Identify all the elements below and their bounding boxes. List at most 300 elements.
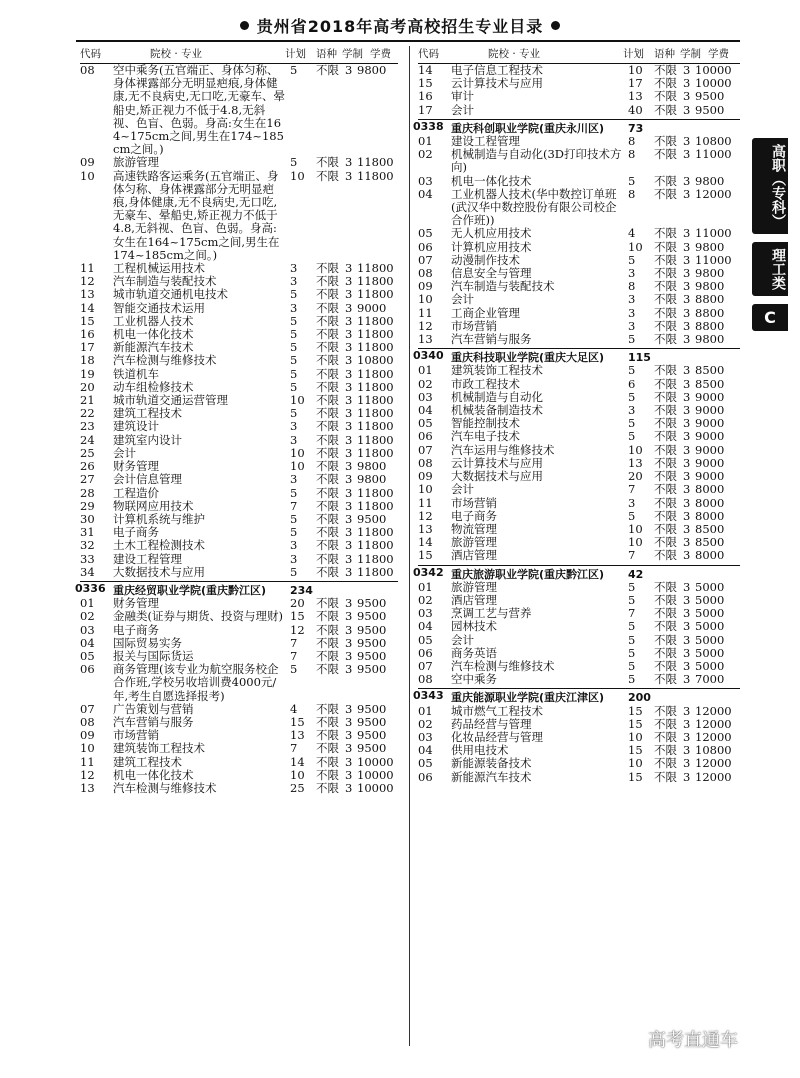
cell-years: 3 (345, 313, 353, 328)
cell-years: 3 (345, 300, 353, 315)
cell-lang: 不限 (654, 579, 677, 594)
cell-lang: 不限 (654, 521, 677, 536)
cell-plan: 10 (628, 442, 643, 457)
cell-years: 3 (345, 432, 353, 447)
cell-name: 烹调工艺与营养 (451, 606, 532, 621)
cell-years: 3 (345, 155, 353, 170)
cell-fee: 9000 (695, 403, 725, 418)
cell-name: 重庆科技职业学院(重庆大足区) (451, 351, 605, 365)
cell-name: 城市燃气工程技术 (451, 703, 543, 718)
cell-code: 05 (418, 756, 433, 771)
cell-lang: 不限 (654, 619, 677, 634)
major-row (80, 420, 398, 433)
cell-code: 20 (80, 379, 95, 394)
cell-name: 工程机械运用技术 (113, 261, 205, 276)
cell-fee: 11000 (695, 226, 732, 241)
major-row (80, 624, 398, 637)
cell-code: 09 (418, 469, 433, 484)
cell-code: 10 (80, 741, 95, 756)
cell-years: 3 (345, 261, 353, 276)
cell-name: 空中乘务 (451, 672, 497, 687)
school-row (413, 119, 740, 135)
cell-code: 31 (80, 525, 95, 540)
cell-code: 30 (80, 511, 95, 526)
cell-name: 审计 (451, 89, 474, 104)
table-body (75, 63, 398, 795)
cell-plan: 3 (290, 261, 298, 276)
cell-code: 10 (418, 482, 433, 497)
cell-name: 计算机系统与维护 (113, 511, 205, 526)
cell-code: 06 (418, 429, 433, 444)
cell-years: 3 (345, 406, 353, 421)
major-row (418, 148, 740, 174)
cell-plan: 5 (290, 327, 298, 342)
cell-lang: 不限 (316, 445, 339, 460)
cell-fee: 8500 (695, 363, 725, 378)
cell-lang: 不限 (316, 353, 339, 368)
cell-name: 建筑设计 (113, 419, 159, 434)
cell-code: 08 (80, 63, 95, 77)
cell-lang: 不限 (316, 609, 339, 624)
cell-years: 3 (683, 102, 691, 117)
cell-years: 3 (345, 274, 353, 289)
cell-plan: 15 (628, 716, 643, 731)
header-lang: 语种 (654, 48, 675, 60)
cell-lang: 不限 (316, 472, 339, 487)
major-row (418, 757, 740, 770)
cell-fee: 8000 (695, 548, 725, 563)
school-row (413, 565, 740, 581)
cell-code: 06 (80, 662, 95, 677)
major-row (418, 241, 740, 254)
cell-fee: 10000 (357, 754, 394, 769)
cell-fee: 11800 (357, 379, 394, 394)
cell-plan: 13 (628, 89, 643, 104)
cell-plan: 10 (290, 393, 305, 408)
major-row (418, 705, 740, 718)
cell-code: 22 (80, 406, 95, 421)
cell-lang: 不限 (316, 432, 339, 447)
cell-name: 大数据技术与应用 (113, 564, 205, 579)
cell-name: 城市轨道交通机电技术 (113, 287, 228, 302)
cell-lang: 不限 (316, 662, 339, 677)
major-row (80, 637, 398, 650)
cell-code: 03 (418, 606, 433, 621)
cell-plan: 5 (628, 579, 636, 594)
cell-plan: 6 (628, 376, 636, 391)
cell-years: 3 (683, 535, 691, 550)
cell-lang: 不限 (316, 635, 339, 650)
cell-name: 智能交通技术运用 (113, 300, 205, 315)
cell-fee: 9800 (695, 266, 725, 281)
cell-name: 建设工程管理 (113, 551, 182, 566)
major-row (418, 333, 740, 346)
cell-plan: 5 (290, 485, 298, 500)
cell-fee: 9000 (695, 469, 725, 484)
cell-years: 3 (345, 648, 353, 663)
cell-name: 物联网应用技术 (113, 498, 194, 513)
header-name: 院校 · 专业 (150, 48, 203, 60)
cell-code: 09 (80, 155, 95, 170)
cell-name: 汽车检测与维修技术 (113, 780, 217, 795)
cell-lang: 不限 (654, 173, 677, 188)
cell-lang: 不限 (316, 754, 339, 769)
cell-fee: 9800 (357, 63, 387, 77)
cell-plan: 3 (290, 538, 298, 553)
cell-name: 铁道机车 (113, 366, 159, 381)
cell-lang: 不限 (316, 406, 339, 421)
major-row (418, 104, 740, 117)
cell-name: 工商企业管理 (451, 305, 520, 320)
cell-lang: 不限 (316, 485, 339, 500)
cell-name: 会计信息管理 (113, 472, 182, 487)
cell-years: 3 (683, 442, 691, 457)
cell-name: 机电一体化技术 (113, 767, 194, 782)
cell-lang: 不限 (316, 168, 339, 183)
header-lang: 语种 (316, 48, 337, 60)
cell-code: 16 (80, 327, 95, 342)
cell-code: 01 (418, 579, 433, 594)
cell-years: 3 (345, 327, 353, 342)
cell-name: 市场营销 (451, 495, 497, 510)
cell-code: 13 (418, 332, 433, 347)
cell-years: 3 (683, 729, 691, 744)
cell-fee: 5000 (695, 579, 725, 594)
cell-plan: 8 (628, 147, 636, 162)
watermark: 高考直通车 (648, 1030, 738, 1051)
cell-plan: 4 (628, 226, 636, 241)
left-column (75, 46, 398, 1046)
cell-lang: 不限 (316, 379, 339, 394)
cell-lang: 不限 (316, 714, 339, 729)
cell-lang: 不限 (654, 632, 677, 647)
cell-lang: 不限 (654, 279, 677, 294)
cell-fee: 11800 (357, 538, 394, 553)
cell-code: 34 (80, 564, 95, 579)
cell-code: 08 (80, 714, 95, 729)
cell-name: 供用电技术 (451, 743, 509, 758)
cell-lang: 不限 (654, 756, 677, 771)
cell-fee: 11000 (695, 252, 732, 267)
major-row (80, 473, 398, 486)
cell-code: 06 (418, 645, 433, 660)
cell-name: 新能源汽车技术 (451, 769, 532, 784)
major-row (418, 293, 740, 306)
cell-name: 新能源装备技术 (451, 756, 532, 771)
cell-lang: 不限 (654, 416, 677, 431)
cell-years: 3 (683, 363, 691, 378)
cell-name: 汽车制造与装配技术 (113, 274, 217, 289)
cell-code: 01 (418, 134, 433, 149)
cell-code: 07 (418, 442, 433, 457)
cell-name: 药品经营与管理 (451, 716, 532, 731)
major-row (418, 497, 740, 510)
cell-fee: 11800 (357, 393, 394, 408)
cell-lang: 不限 (654, 743, 677, 758)
cell-plan: 7 (290, 635, 298, 650)
cell-name: 化妆品经营与管理 (451, 729, 543, 744)
right-column (413, 46, 740, 1046)
cell-years: 3 (345, 353, 353, 368)
cell-lang: 不限 (654, 442, 677, 457)
cell-plan: 15 (290, 714, 305, 729)
cell-name: 重庆科创职业学院(重庆永川区) (451, 121, 605, 135)
cell-code: 18 (80, 353, 95, 368)
cell-fee: 9500 (357, 662, 387, 677)
cell-plan: 5 (628, 592, 636, 607)
cell-code: 07 (80, 701, 95, 716)
cell-fee: 12000 (695, 756, 732, 771)
cell-fee: 8500 (695, 535, 725, 550)
cell-years: 3 (345, 780, 353, 795)
cell-name: 云计算技术与应用 (451, 455, 543, 470)
cell-plan: 8 (628, 186, 636, 201)
major-row (418, 188, 740, 228)
cell-years: 3 (345, 525, 353, 540)
cell-plan: 7 (628, 548, 636, 563)
major-row (80, 288, 398, 301)
cell-plan: 3 (628, 266, 636, 281)
cell-plan: 3 (628, 305, 636, 320)
cell-name: 智能控制技术 (451, 416, 520, 431)
cell-years: 3 (683, 89, 691, 104)
cell-years: 3 (683, 266, 691, 281)
cell-fee: 10000 (357, 767, 394, 782)
cell-plan: 5 (290, 340, 298, 355)
cell-code: 09 (418, 279, 433, 294)
cell-code: 29 (80, 498, 95, 513)
cell-lang: 不限 (316, 741, 339, 756)
cell-code: 03 (418, 389, 433, 404)
cell-fee: 9500 (695, 102, 725, 117)
cell-name: 土木工程检测技术 (113, 538, 205, 553)
cell-code: 07 (418, 252, 433, 267)
header-plan: 计划 (285, 48, 306, 60)
cell-code: 02 (418, 716, 433, 731)
cell-years: 3 (345, 622, 353, 637)
cell-name: 市政工程技术 (451, 376, 520, 391)
cell-code: 04 (418, 619, 433, 634)
cell-name: 旅游管理 (451, 535, 497, 550)
cell-years: 3 (683, 279, 691, 294)
cell-lang: 不限 (316, 498, 339, 513)
cell-plan: 3 (290, 300, 298, 315)
major-row (80, 487, 398, 500)
cell-years: 3 (345, 662, 353, 677)
cell-code: 02 (418, 592, 433, 607)
cell-code: 17 (418, 102, 433, 117)
cell-lang: 不限 (654, 226, 677, 241)
cell-lang: 不限 (654, 455, 677, 470)
cell-name: 重庆旅游职业学院(重庆黔江区) (451, 567, 605, 581)
cell-plan: 5 (628, 619, 636, 634)
cell-lang: 不限 (654, 332, 677, 347)
cell-fee: 11800 (357, 366, 394, 381)
cell-years: 3 (683, 76, 691, 91)
cell-name: 旅游管理 (451, 579, 497, 594)
cell-fee: 9000 (695, 416, 725, 431)
cell-plan: 10 (628, 756, 643, 771)
cell-plan: 3 (290, 551, 298, 566)
cell-years: 3 (345, 340, 353, 355)
cell-fee: 9800 (357, 472, 387, 487)
cell-fee: 8000 (695, 482, 725, 497)
cell-name: 电子信息工程技术 (451, 63, 543, 77)
cell-name: 电子商务 (113, 525, 159, 540)
cell-name: 旅游管理 (113, 155, 159, 170)
cell-name: 电子商务 (451, 508, 497, 523)
cell-fee: 9500 (357, 728, 387, 743)
cell-years: 3 (345, 472, 353, 487)
cell-name: 工业机器人技术 (113, 313, 194, 328)
cell-name: 城市轨道交通运营管理 (113, 393, 228, 408)
cell-code: 01 (418, 703, 433, 718)
cell-lang: 不限 (654, 186, 677, 201)
cell-name: 工业机器人技术(华中数控订单班(武汉华中数控股份有限公司校企合作班)) (451, 186, 617, 228)
cell-plan: 5 (628, 173, 636, 188)
cell-name: 国际贸易实务 (113, 635, 182, 650)
cell-plan: 15 (628, 769, 643, 784)
column-divider (409, 46, 410, 1046)
cell-code: 08 (418, 672, 433, 687)
cell-years: 3 (683, 134, 691, 149)
cell-plan: 5 (290, 406, 298, 421)
cell-fee: 8500 (695, 376, 725, 391)
cell-plan: 7 (290, 498, 298, 513)
side-tabs (752, 138, 788, 339)
cell-years: 3 (683, 252, 691, 267)
cell-code: 08 (418, 266, 433, 281)
major-row (418, 483, 740, 496)
cell-fee: 5000 (695, 632, 725, 647)
cell-name: 市场营销 (451, 318, 497, 333)
cell-fee: 12000 (695, 729, 732, 744)
cell-plan: 7 (290, 648, 298, 663)
cell-code: 15 (80, 313, 95, 328)
cell-code: 04 (418, 403, 433, 418)
cell-lang: 不限 (316, 300, 339, 315)
cell-lang: 不限 (654, 305, 677, 320)
cell-plan: 15 (628, 743, 643, 758)
cell-lang: 不限 (316, 313, 339, 328)
cell-lang: 不限 (654, 729, 677, 744)
cell-fee: 12000 (695, 186, 732, 201)
cell-plan: 5 (628, 632, 636, 647)
cell-plan: 5 (628, 645, 636, 660)
cell-years: 3 (683, 332, 691, 347)
cell-lang: 不限 (654, 658, 677, 673)
cell-code: 02 (418, 376, 433, 391)
major-row (80, 756, 398, 769)
major-row (80, 539, 398, 552)
cell-plan: 5 (628, 332, 636, 347)
page-title: 贵州省2018年高考高校招生专业目录 (256, 17, 544, 36)
cell-lang: 不限 (316, 340, 339, 355)
cell-lang: 不限 (316, 622, 339, 637)
cell-fee: 8800 (695, 292, 725, 307)
cell-fee: 11800 (357, 287, 394, 302)
cell-fee: 10800 (695, 743, 732, 758)
cell-lang: 不限 (654, 102, 677, 117)
cell-plan: 5 (290, 353, 298, 368)
cell-name: 汽车电子技术 (451, 429, 520, 444)
cell-years: 3 (683, 495, 691, 510)
cell-code: 11 (80, 754, 95, 769)
major-row (80, 354, 398, 367)
cell-code: 06 (418, 769, 433, 784)
side-tab-letter: C (752, 304, 788, 331)
bullet-icon (551, 21, 560, 30)
cell-lang: 不限 (654, 63, 677, 77)
cell-lang: 不限 (316, 511, 339, 526)
cell-fee: 9500 (357, 622, 387, 637)
cell-lang: 不限 (316, 393, 339, 408)
major-row (80, 156, 398, 169)
cell-years: 3 (683, 63, 691, 77)
cell-years: 3 (345, 379, 353, 394)
cell-lang: 不限 (654, 389, 677, 404)
cell-plan: 10 (628, 239, 643, 254)
header-years: 学制 (680, 48, 701, 60)
cell-name: 高速铁路客运乘务(五官端正、身体匀称、身体裸露部分无明显疤痕,身体健康,无不良病史,无口吃,无豪车、晕船史,矫正视力不低于4.8,无斜视、色盲、色弱。身高:女生在164~175cm之间,男生在174~185cm之间。) (113, 168, 280, 262)
cell-lang: 不限 (654, 147, 677, 162)
major-row (418, 444, 740, 457)
cell-code: 14 (418, 535, 433, 550)
cell-years: 3 (683, 703, 691, 718)
cell-code: 24 (80, 432, 95, 447)
cell-lang: 不限 (654, 252, 677, 267)
cell-years: 3 (345, 498, 353, 513)
cell-name: 会计 (451, 482, 474, 497)
cell-fee: 9500 (357, 741, 387, 756)
cell-years: 3 (683, 186, 691, 201)
cell-years: 3 (683, 173, 691, 188)
major-row (80, 64, 398, 156)
cell-code: 25 (80, 445, 95, 460)
cell-years: 3 (345, 445, 353, 460)
cell-code: 14 (418, 63, 433, 77)
cell-fee: 9800 (695, 239, 725, 254)
cell-lang: 不限 (654, 645, 677, 660)
cell-name: 新能源汽车技术 (113, 340, 194, 355)
cell-fee: 7000 (695, 672, 725, 687)
cell-fee: 8800 (695, 318, 725, 333)
cell-lang: 不限 (316, 780, 339, 795)
cell-plan: 25 (290, 780, 305, 795)
cell-name: 汽车营销与服务 (451, 332, 532, 347)
major-row (80, 703, 398, 716)
cell-plan: 14 (290, 754, 305, 769)
cell-plan: 10 (290, 459, 305, 474)
cell-years: 3 (345, 63, 353, 77)
cell-lang: 不限 (654, 403, 677, 418)
cell-fee: 9800 (695, 279, 725, 294)
cell-name: 市场营销 (113, 728, 159, 743)
major-row (80, 368, 398, 381)
cell-years: 3 (683, 756, 691, 771)
cell-years: 3 (345, 551, 353, 566)
side-tab-category: 理工类 (752, 242, 788, 296)
header-name: 院校 · 专业 (488, 48, 541, 60)
cell-plan: 12 (290, 622, 305, 637)
cell-code: 27 (80, 472, 95, 487)
cell-plan: 8 (628, 134, 636, 149)
cell-name: 汽车制造与装配技术 (451, 279, 555, 294)
cell-name: 重庆能源职业学院(重庆江津区) (451, 691, 605, 705)
cell-name: 机电一体化技术 (113, 327, 194, 342)
cell-years: 3 (345, 635, 353, 650)
cell-lang: 不限 (654, 592, 677, 607)
